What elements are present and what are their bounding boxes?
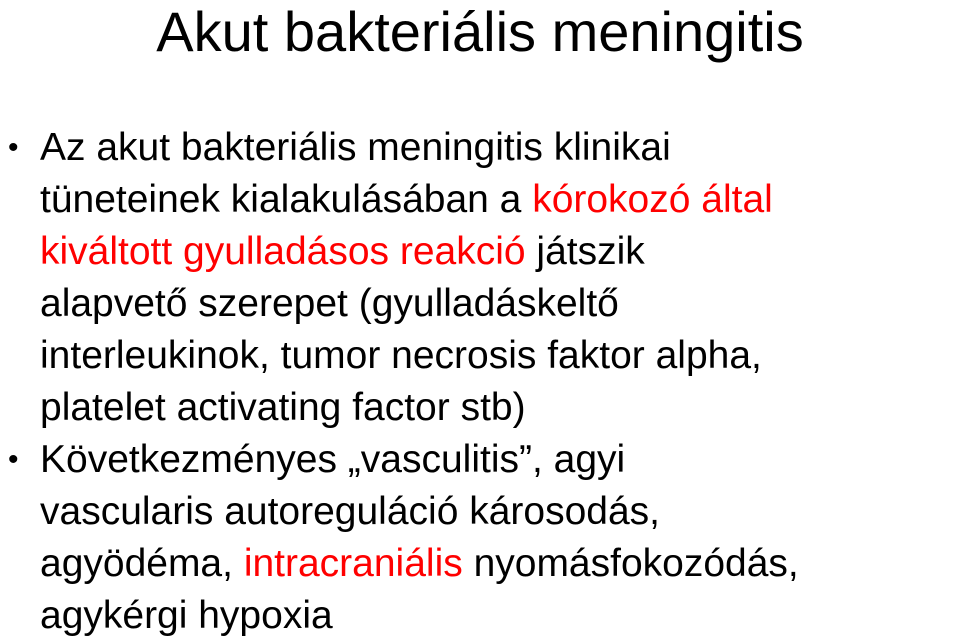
text-run: agyödéma,: [40, 542, 244, 585]
bullet-list: [0, 122, 960, 642]
bullet-2-line-2: [40, 486, 960, 538]
slide-title: Akut bakteriális meningitis: [156, 0, 804, 63]
bullet-1-line-2: [40, 174, 960, 226]
text-run: agykérgi hypoxia: [40, 594, 333, 637]
text-run: alapvető szerepet (gyulladáskeltő: [40, 282, 619, 325]
highlight-run: kórokozó által: [532, 178, 773, 221]
text-run: platelet activating factor stb): [40, 386, 526, 429]
text-run: játszik: [525, 230, 645, 273]
bullet-2-line-3: [40, 538, 960, 590]
bullet-1-line-3: [40, 226, 960, 278]
bullet-2-line-1: [40, 434, 960, 486]
text-run: interleukinok, tumor necrosis faktor alpha,: [40, 334, 762, 377]
highlight-run: kiváltott gyulladásos reakció: [40, 230, 526, 273]
bullet-dot-icon: •: [8, 443, 19, 476]
bullet-1-line-5: [40, 330, 960, 382]
text-run: Az akut bakteriális meningitis klinikai: [40, 126, 671, 169]
text-run: tüneteinek kialakulásában a: [40, 178, 533, 221]
bullet-item-2: [0, 434, 960, 642]
text-run: Következményes „vasculitis”, agyi: [40, 438, 626, 481]
bullet-dot-icon: •: [8, 131, 19, 164]
bullet-1-line-6: [40, 382, 960, 434]
bullet-2-line-4: [40, 590, 960, 642]
bullet-1-line-4: [40, 278, 960, 330]
bullet-item-1: [0, 122, 960, 434]
highlight-run: intracraniális: [243, 542, 463, 585]
text-run: nyomásfokozódás,: [462, 542, 799, 585]
text-run: vascularis autoreguláció károsodás,: [40, 490, 661, 533]
bullet-1-line-1: [40, 122, 960, 174]
